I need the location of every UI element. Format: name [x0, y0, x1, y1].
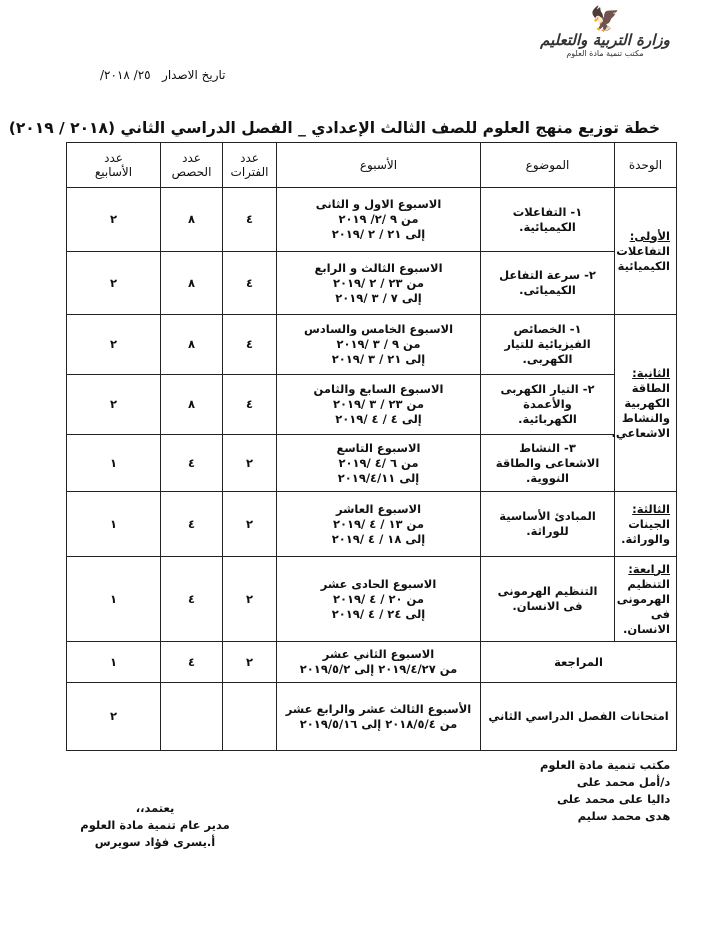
periods-cell: ٤ — [223, 315, 277, 375]
week-label: الاسبوع التاسع — [336, 440, 421, 455]
week-cell — [277, 252, 481, 315]
week-label: الاسبوع الثاني عشر — [322, 647, 435, 661]
topic-cell: امتحانات الفصل الدراسي الثاني — [481, 683, 677, 751]
issue-date-value: ٢٥/ ٢٠١٨/ — [100, 68, 151, 82]
header-periods-line1: عدد — [240, 151, 259, 165]
office-member: د/أمل محمد على — [576, 775, 671, 789]
week-from: من ٩ / ٣ /٢٠١٩ — [336, 337, 421, 351]
unit-name: الأولى: — [629, 228, 670, 243]
header-weeks — [67, 143, 161, 188]
classes-cell: ٤ — [161, 557, 223, 642]
ministry-logo-subtext: مكتب تنمية مادة العلوم — [566, 49, 644, 58]
week-to: إلى ٢٤ / ٤ /٢٠١٩ — [331, 606, 426, 621]
ministry-logo — [530, 6, 680, 76]
unit-name: الثالثة: — [632, 501, 670, 516]
curriculum-plan-table — [66, 142, 677, 751]
unit-cell-1 — [615, 188, 677, 315]
week-cell — [277, 188, 481, 252]
table-row — [67, 683, 677, 751]
week-to: إلى ٧ / ٣ /٢٠١٩ — [335, 290, 422, 305]
periods-cell: ٢ — [223, 435, 277, 492]
week-label: الاسبوع الاول و الثانى — [315, 197, 442, 211]
office-signature-block — [540, 757, 670, 825]
topic-cell: ٢- سرعة التفاعل الكيميائى. — [481, 252, 615, 315]
topic-cell: المبادئ الأساسية للوراثة. — [481, 492, 615, 557]
week-cell — [277, 492, 481, 557]
unit-title: الطاقة الكهربية والنشاط الاشعاعي. — [611, 380, 670, 440]
week-from: من ٢٠ / ٤ /٢٠١٩ — [332, 591, 425, 606]
table-row — [67, 435, 677, 492]
unit-name: الرابعة: — [628, 561, 670, 576]
header-weeks-line1: عدد — [104, 151, 123, 165]
topic-cell: المراجعة — [481, 642, 677, 683]
weeks-cell: ١ — [67, 492, 161, 557]
unit-cell-4 — [615, 557, 677, 642]
unit-title: الجينات والوراثة. — [621, 516, 670, 546]
director-name: أ.يسرى فؤاد سويرس — [94, 835, 216, 849]
week-cell — [277, 375, 481, 435]
classes-cell: ٨ — [161, 315, 223, 375]
table-row — [67, 375, 677, 435]
weeks-cell: ٢ — [67, 683, 161, 751]
header-week: الأسبوع — [277, 143, 481, 188]
approval-text: يعتمد،، — [135, 801, 175, 815]
classes-cell: ٨ — [161, 188, 223, 252]
eagle-emblem-icon: 🦅 — [590, 5, 620, 33]
unit-title: التفاعلات الكيميائية — [616, 243, 670, 273]
topic-cell: ٢- التيار الكهربى والأعمدة الكهربائية. — [481, 375, 615, 435]
weeks-cell: ١ — [67, 435, 161, 492]
weeks-cell: ١ — [67, 642, 161, 683]
header-topic: الموضوع — [481, 143, 615, 188]
week-from: من ٢٣ / ٢ /٢٠١٩ — [332, 275, 425, 290]
week-range: من ٢٠١٨/٥/٤ إلى ٢٠١٩/٥/١٦ — [299, 716, 458, 731]
week-label: الاسبوع العاشر — [335, 501, 422, 516]
week-cell — [277, 315, 481, 375]
table-row — [67, 188, 677, 252]
weeks-cell: ١ — [67, 557, 161, 642]
periods-cell: ٢ — [223, 557, 277, 642]
classes-cell: ٨ — [161, 375, 223, 435]
table-header-row — [67, 143, 677, 188]
classes-cell: ٤ — [161, 492, 223, 557]
director-title: مدير عام تنمية مادة العلوم — [80, 818, 230, 832]
issue-date-label: تاريخ الاصدار — [162, 68, 226, 82]
periods-cell — [223, 683, 277, 751]
classes-cell: ٤ — [161, 435, 223, 492]
office-member: داليا على محمد على — [556, 792, 671, 806]
office-member: هدى محمد سليم — [577, 809, 671, 823]
week-from: من ٢٣ / ٣ /٢٠١٩ — [332, 397, 425, 411]
header-periods — [223, 143, 277, 188]
topic-cell: التنظيم الهرمونى فى الانسان. — [481, 557, 615, 642]
unit-name: الثانية: — [632, 365, 670, 380]
topic-cell: ١- التفاعلات الكيميائية. — [481, 188, 615, 252]
topic-cell: ١- الخصائص الفيزيائية للتيار الكهربى. — [481, 315, 615, 375]
periods-cell: ٢ — [223, 492, 277, 557]
header-classes — [161, 143, 223, 188]
week-cell — [277, 557, 481, 642]
week-to: إلى ٢٠١٩/٤/١١ — [337, 470, 420, 485]
header-classes-line2: الحصص — [171, 165, 212, 179]
weeks-cell: ٢ — [67, 315, 161, 375]
header-unit: الوحدة — [615, 143, 677, 188]
week-to: إلى ١٨ / ٤ /٢٠١٩ — [331, 531, 426, 546]
week-from: من ٦ /٤ /٢٠١٩ — [338, 455, 419, 470]
weeks-cell: ٢ — [67, 252, 161, 315]
weeks-cell: ٢ — [67, 375, 161, 435]
classes-cell: ٤ — [161, 642, 223, 683]
classes-cell: ٨ — [161, 252, 223, 315]
ministry-logo-text: وزارة التربية والتعليم — [540, 31, 670, 49]
week-cell — [277, 683, 481, 751]
office-title: مكتب تنمية مادة العلوم — [540, 758, 671, 772]
table-row — [67, 492, 677, 557]
week-from: من ١٣ / ٤ /٢٠١٩ — [332, 516, 425, 531]
header-classes-line1: عدد — [182, 151, 201, 165]
week-to: إلى ٢١ / ٣ /٢٠١٩ — [331, 352, 426, 366]
week-label: الاسبوع الخامس والسادس — [303, 322, 454, 336]
header-periods-line2: الفترات — [230, 165, 269, 179]
periods-cell: ٤ — [223, 252, 277, 315]
periods-cell: ٤ — [223, 188, 277, 252]
director-signature-block — [60, 800, 250, 851]
week-from: من ٩ /٢/ ٢٠١٩ — [338, 212, 419, 226]
week-label: الاسبوع الثالث و الرابع — [314, 260, 443, 275]
classes-cell — [161, 683, 223, 751]
table-row — [67, 252, 677, 315]
unit-cell-3 — [615, 492, 677, 557]
periods-cell: ٤ — [223, 375, 277, 435]
week-label: الاسبوع السابع والثامن — [313, 382, 444, 396]
week-to: إلى ٢١ / ٢ /٢٠١٩ — [331, 227, 426, 241]
topic-cell: ٣- النشاط الاشعاعى والطاقة النووية. — [481, 435, 615, 492]
page-title: خطة توزيع منهج العلوم للصف الثالث الإعدادي _ الفصل الدراسي الثاني (٢٠١٨ / ٢٠١٩) — [8, 119, 660, 137]
week-label: الاسبوع الحادى عشر — [320, 576, 437, 591]
week-cell — [277, 435, 481, 492]
week-to: إلى ٤ / ٤ /٢٠١٩ — [335, 412, 422, 426]
table-row — [67, 642, 677, 683]
unit-title: التنظيم الهرمونى فى الانسان. — [616, 576, 670, 636]
week-range: من ٢٠١٩/٤/٢٧ إلى ٢٠١٩/٥/٢ — [299, 662, 458, 676]
header-weeks-line2: الأسابيع — [94, 165, 133, 179]
table-row — [67, 557, 677, 642]
unit-cell-2 — [611, 315, 677, 492]
week-label: الأسبوع الثالث عشر والرابع عشر — [285, 701, 472, 716]
table-row — [67, 315, 677, 375]
week-cell — [277, 642, 481, 683]
periods-cell: ٢ — [223, 642, 277, 683]
issue-date — [100, 68, 226, 82]
weeks-cell: ٢ — [67, 188, 161, 252]
